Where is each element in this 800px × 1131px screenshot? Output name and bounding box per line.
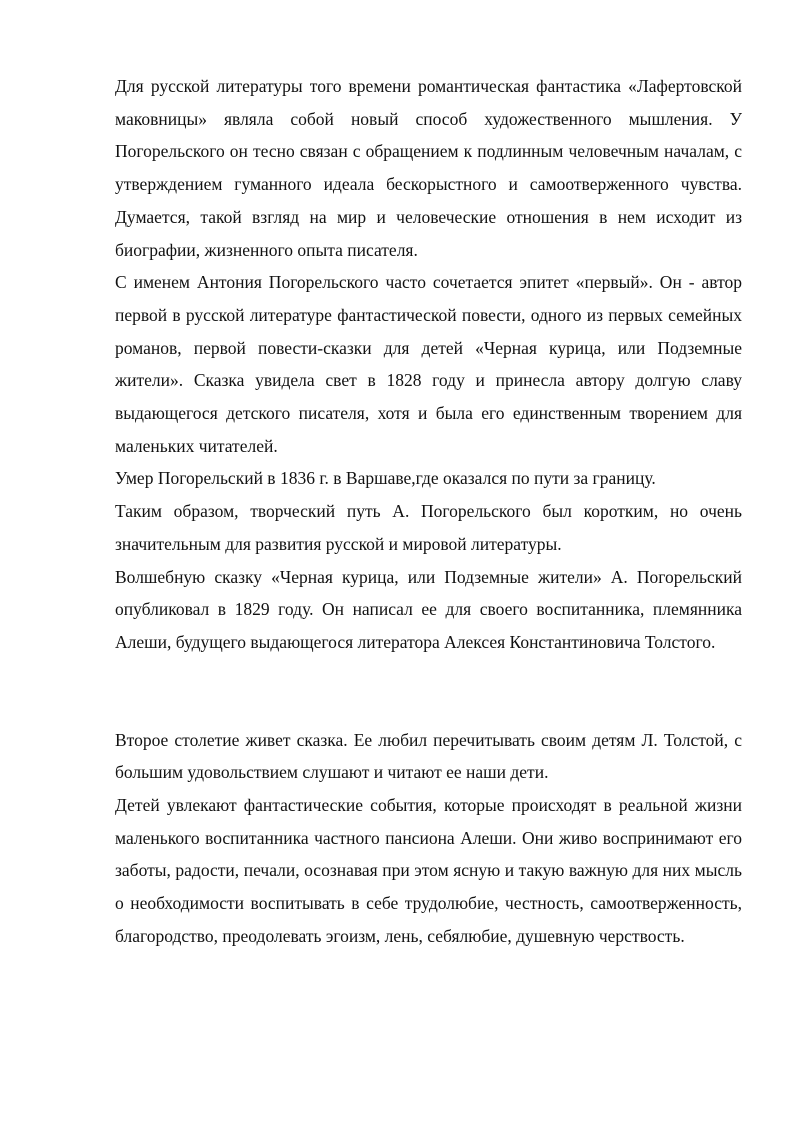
paragraph-death: Умер Погорельский в 1836 г. в Варшаве,где оказался по пути за границу. — [115, 468, 656, 489]
paragraph-romantic-fantasy: Для русской литературы того времени романтическая фантастика «Лафертовской маковницы» являла собой новый способ художественного мышления. У Погорельского он тесно связан с обращением к подлинным человечным началам, с утверждением гуманного идеала бескорыстного и самоотверженного чувства. Думается, такой взгляд на мир и человеческие отношения в нем исходит из биографии, жизненного опыта писателя. — [115, 76, 742, 260]
paragraph-publication: Волшебную сказку «Черная курица, или Подземные жители» А. Погорельский опубликовал в 1829 году. Он написал ее для своего воспитанника, племянника Алеши, будущего выдающегося литератора Алексея Константиновича Толстого. — [115, 566, 742, 652]
paragraph-children-appeal: Детей увлекают фантастические события, которые происходят в реальной жизни маленького воспитанника частного пансиона Алеши. Они живо воспринимают его заботы, радости, печали, осознавая при этом ясную и такую важную для них мысль о необходимости воспитывать в себе трудолюбие, честность, самоотверженность, благородство, преодолевать эгоизм, лень, себялюбие, душевную черствость. — [115, 795, 742, 946]
paragraph-first-epithet: С именем Антония Погорельского часто сочетается эпитет «первый». Он - автор первой в русской литературе фантастической повести, одного из первых семейных романов, первой повести-сказки для детей «Черная курица, или Подземные жители». Сказка увидела свет в 1828 году и принесла автору долгую славу выдающегося детского писателя, хотя и была его единственным творением для маленьких читателей. — [115, 272, 742, 456]
paragraph-second-century: Второе столетие живет сказка. Ее любил перечитывать своим детям Л. Толстой, с большим удовольствием слушают и читают ее наши дети. — [115, 729, 742, 783]
blank-gap — [115, 659, 742, 724]
paragraph-creative-path: Таким образом, творческий путь А. Погорельского был коротким, но очень значительным для развития русской и мировой литературы. — [115, 501, 742, 554]
